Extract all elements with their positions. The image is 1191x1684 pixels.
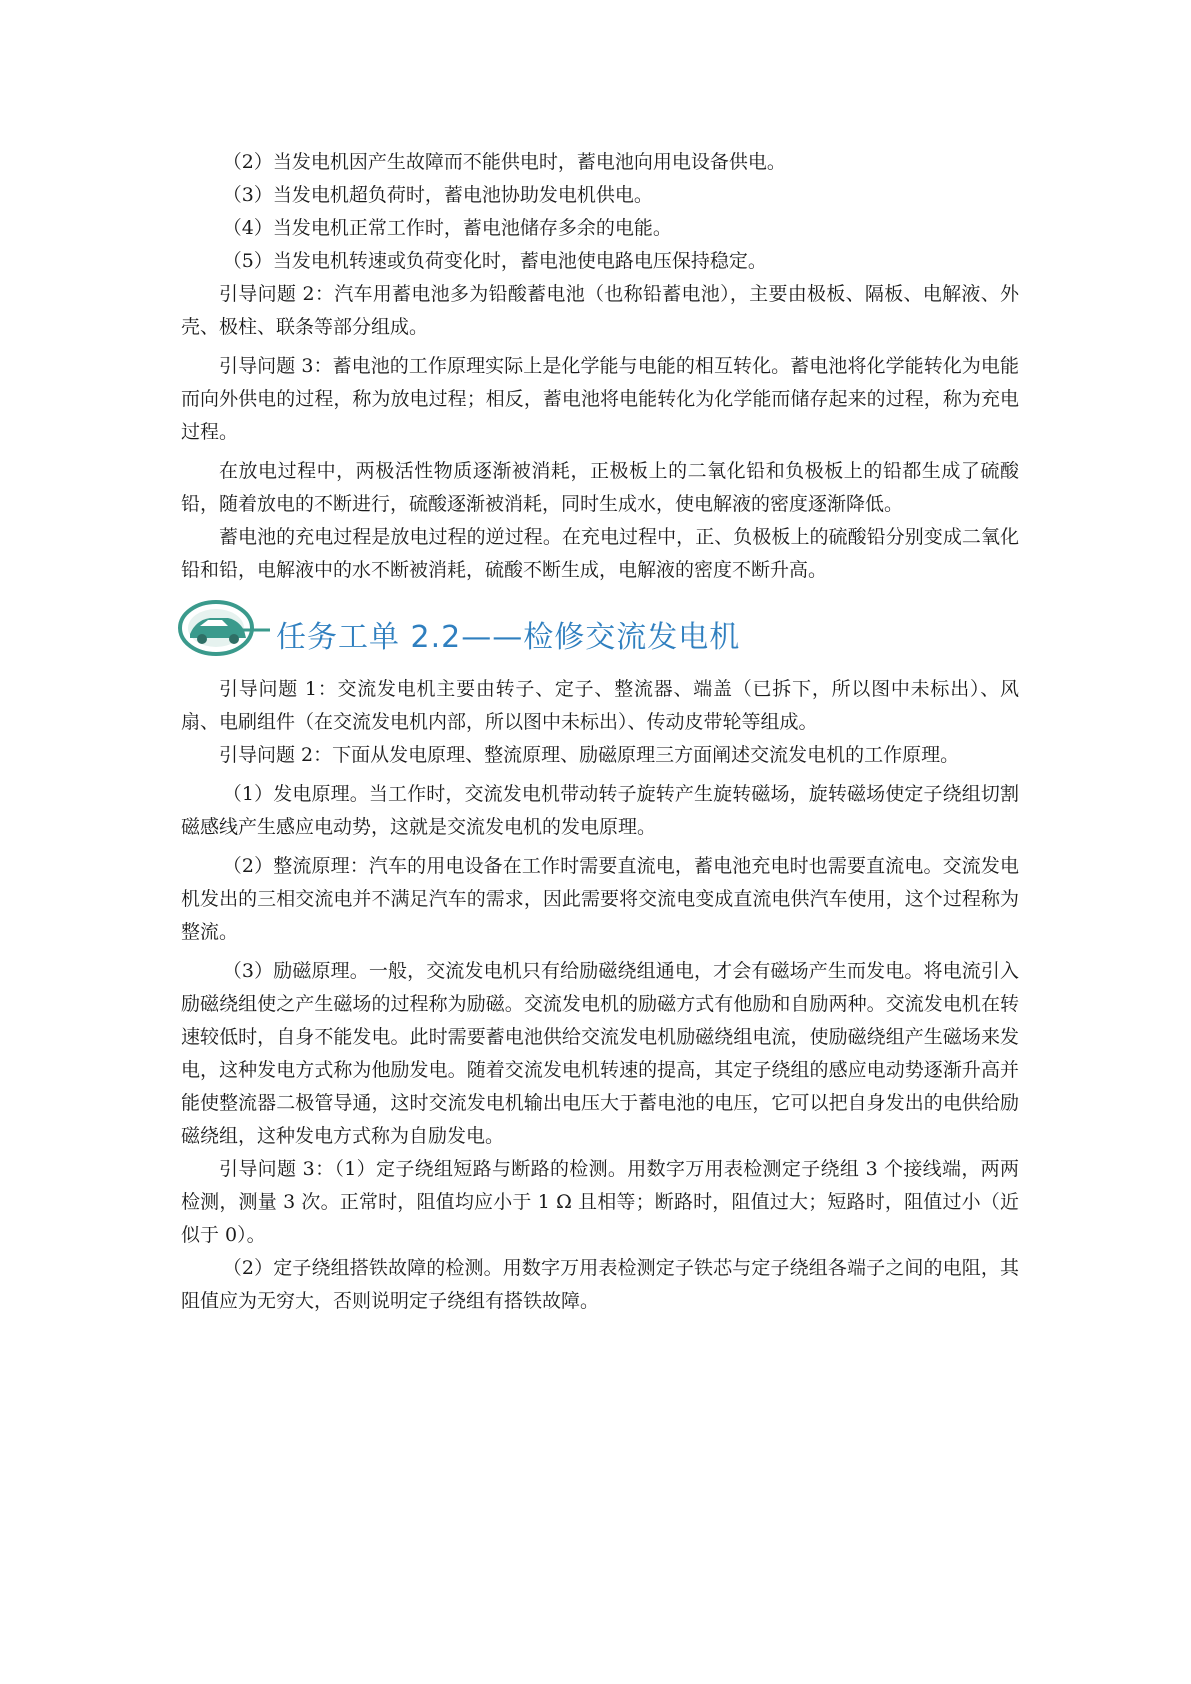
paragraph: 蓄电池的充电过程是放电过程的逆过程。在充电过程中，正、负极板上的硫酸铅分别变成二氧化铅和铅，电解液中的水不断被消耗，硫酸不断生成，电解液的密度不断升高。 bbox=[181, 526, 1019, 581]
paragraph: 引导问题 2：下面从发电原理、整流原理、励磁原理三方面阐述交流发电机的工作原理。 bbox=[219, 744, 960, 766]
paragraph: （2）整流原理：汽车的用电设备在工作时需要直流电，蓄电池充电时也需要直流电。交流发电机发出的三相交流电并不满足汽车的需求，因此需要将交流电变成直流电供汽车使用，这个过程称为整流。 bbox=[181, 855, 1019, 943]
paragraph: 引导问题 2：汽车用蓄电池多为铅酸蓄电池（也称铅蓄电池），主要由极板、隔板、电解液、外壳、极柱、联条等部分组成。 bbox=[181, 283, 1019, 338]
section-title: 任务工单 2.2——检修交流发电机 bbox=[276, 620, 741, 655]
paragraph: （5）当发电机转速或负荷变化时，蓄电池使电路电压保持稳定。 bbox=[222, 250, 767, 272]
paragraph: （1）发电原理。当工作时，交流发电机带动转子旋转产生旋转磁场，旋转磁场使定子绕组切割磁感线产生感应电动势，这就是交流发电机的发电原理。 bbox=[181, 783, 1019, 838]
section-heading bbox=[176, 594, 776, 664]
paragraph: （2）定子绕组搭铁故障的检测。用数字万用表检测定子铁芯与定子绕组各端子之间的电阻，其阻值应为无穷大，否则说明定子绕组有搭铁故障。 bbox=[181, 1257, 1019, 1312]
paragraph: （3）励磁原理。一般，交流发电机只有给励磁绕组通电，才会有磁场产生而发电。将电流引入励磁绕组使之产生磁场的过程称为励磁。交流发电机的励磁方式有他励和自励两种。交流发电机在转速较低时，自身不能发电。此时需要蓄电池供给交流发电机励磁绕组电流，使励磁绕组产生磁场来发电，这种发电方式称为他励发电。随着交流发电机转速的提高，其定子绕组的感应电动势逐渐升高并能使整流器二极管导通，这时交流发电机输出电压大于蓄电池的电压，它可以把自身发出的电供给励磁绕组，这种发电方式称为自励发电。 bbox=[181, 960, 1019, 1147]
paragraph: （4）当发电机正常工作时，蓄电池储存多余的电能。 bbox=[222, 217, 672, 239]
section-alternator-text bbox=[181, 673, 1019, 1318]
section-battery-text bbox=[181, 146, 1019, 587]
paragraph: （2）当发电机因产生故障而不能供电时，蓄电池向用电设备供电。 bbox=[222, 151, 786, 173]
paragraph: 引导问题 1：交流发电机主要由转子、定子、整流器、端盖（已拆下，所以图中未标出）、风扇、电刷组件（在交流发电机内部，所以图中未标出）、传动皮带轮等组成。 bbox=[181, 678, 1019, 733]
car-logo-icon bbox=[176, 594, 272, 664]
paragraph: 引导问题 3：蓄电池的工作原理实际上是化学能与电能的相互转化。蓄电池将化学能转化为电能而向外供电的过程，称为放电过程；相反，蓄电池将电能转化为化学能而储存起来的过程，称为充电过程。 bbox=[181, 355, 1019, 443]
paragraph: 引导问题 3：（1）定子绕组短路与断路的检测。用数字万用表检测定子绕组 3 个接线端，两两检测，测量 3 次。正常时，阻值均应小于 1 Ω 且相等；断路时，阻值过大；短路时，阻值过小（近似于 0）。 bbox=[181, 1158, 1019, 1246]
paragraph: 在放电过程中，两极活性物质逐渐被消耗，正极板上的二氧化铅和负极板上的铅都生成了硫酸铅，随着放电的不断进行，硫酸逐渐被消耗，同时生成水，使电解液的密度逐渐降低。 bbox=[181, 460, 1019, 515]
paragraph: （3）当发电机超负荷时，蓄电池协助发电机供电。 bbox=[222, 184, 653, 206]
